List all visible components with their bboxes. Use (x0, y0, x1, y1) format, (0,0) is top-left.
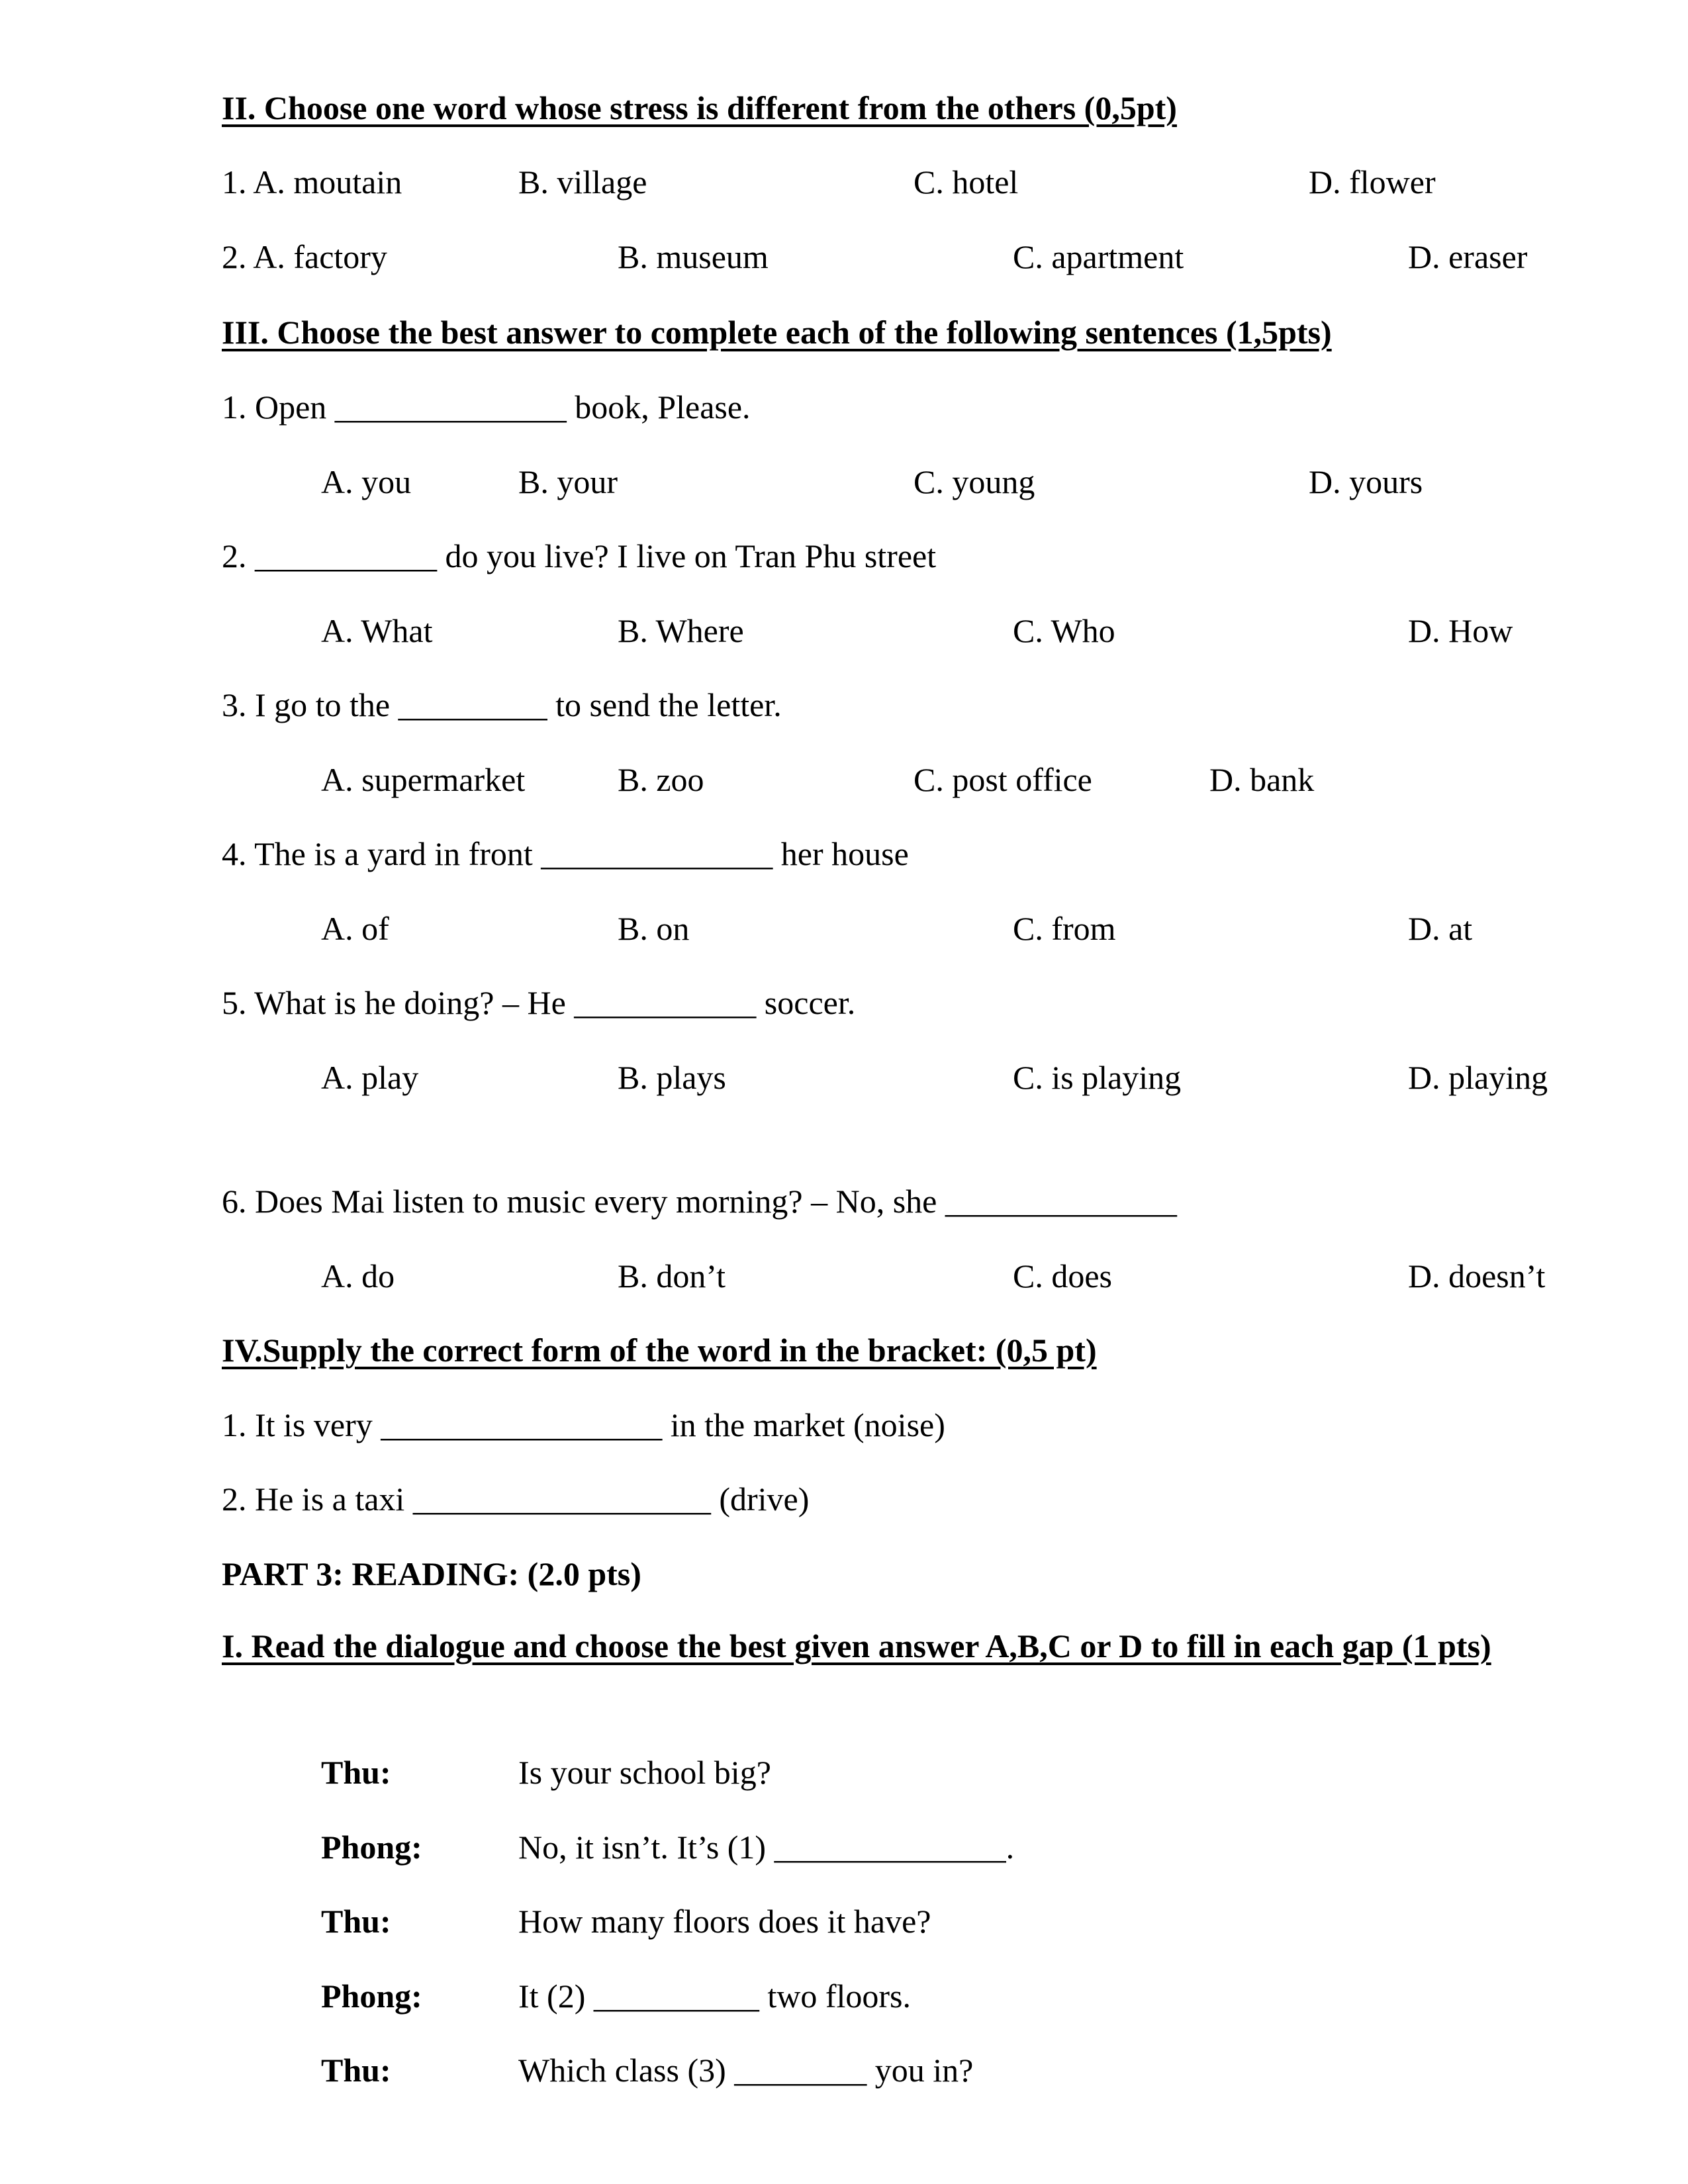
dialogue-speaker: Phong: (321, 1829, 422, 1866)
q3-1-option-a: A. you (321, 463, 412, 500)
q3-6-stem: 6. Does Mai listen to music every morning? – No, she ______________ (222, 1183, 1177, 1220)
q3-4-option-d: D. at (1408, 910, 1473, 947)
q3-4-stem: 4. The is a yard in front ______________ her house (222, 835, 909, 872)
q3-5-option-a: A. play (321, 1059, 419, 1096)
q3-1-stem: 1. Open ______________ book, Please. (222, 388, 751, 426)
dialogue-speaker: Phong: (321, 1978, 422, 2015)
part-3-title: PART 3: READING: (2.0 pts) (222, 1555, 641, 1592)
q3-3-option-d: D. bank (1209, 761, 1315, 798)
q2-1-option-c: C. hotel (914, 163, 1019, 201)
dialogue-line: How many floors does it have? (518, 1903, 931, 1940)
dialogue-speaker: Thu: (321, 1754, 391, 1791)
q3-1-option-d: D. yours (1309, 463, 1423, 500)
q2-1-option-d: D. flower (1309, 163, 1436, 201)
q3-5-stem: 5. What is he doing? – He ___________ soccer. (222, 984, 856, 1021)
dialogue-line: It (2) __________ two floors. (518, 1978, 911, 2015)
q2-1-option-b: B. village (518, 163, 647, 201)
q3-5-option-b: B. plays (618, 1059, 726, 1096)
q3-2-option-b: B. Where (618, 612, 744, 649)
q4-1: 1. It is very _________________ in the market (noise) (222, 1406, 945, 1443)
q3-3-stem: 3. I go to the _________ to send the letter. (222, 686, 782, 723)
q3-1-option-b: B. your (518, 463, 618, 500)
q3-6-option-d: D. doesn’t (1408, 1257, 1546, 1295)
q2-2-option-b: B. museum (618, 238, 769, 275)
q3-4-option-c: C. from (1013, 910, 1116, 947)
section-3-heading: III. Choose the best answer to complete each of the following sentences (1,5pts) (222, 314, 1332, 351)
q3-5-option-c: C. is playing (1013, 1059, 1182, 1096)
q3-3-option-b: B. zoo (618, 761, 704, 798)
q2-1-option-a: 1. A. moutain (222, 163, 402, 201)
dialogue-speaker: Thu: (321, 1903, 391, 1940)
section-4-heading: IV.Supply the correct form of the word in the bracket: (0,5 pt) (222, 1332, 1097, 1369)
q4-2: 2. He is a taxi __________________ (drive) (222, 1480, 810, 1518)
q3-3-option-a: A. supermarket (321, 761, 526, 798)
q2-2-option-c: C. apartment (1013, 238, 1184, 275)
q3-2-stem: 2. ___________ do you live? I live on Tran Phu street (222, 537, 937, 574)
dialogue-line: Which class (3) ________ you in? (518, 2052, 974, 2089)
q3-3-option-c: C. post office (914, 761, 1092, 798)
q3-6-option-c: C. does (1013, 1257, 1112, 1295)
q3-1-option-c: C. young (914, 463, 1035, 500)
q2-2-option-a: 2. A. factory (222, 238, 387, 275)
dialogue-speaker: Thu: (321, 2052, 391, 2089)
q3-4-option-b: B. on (618, 910, 690, 947)
q3-6-option-a: A. do (321, 1257, 395, 1295)
q3-4-option-a: A. of (321, 910, 389, 947)
q3-6-option-b: B. don’t (618, 1257, 726, 1295)
dialogue-line: No, it isn’t. It’s (1) ______________. (518, 1829, 1015, 1866)
q3-5-option-d: D. playing (1408, 1059, 1548, 1096)
q3-2-option-c: C. Who (1013, 612, 1115, 649)
dialogue-line: Is your school big? (518, 1754, 771, 1791)
q2-2-option-d: D. eraser (1408, 238, 1528, 275)
reading-heading: I. Read the dialogue and choose the best given answer A,B,C or D to fill in each gap (1 pts) (222, 1627, 1491, 1664)
q3-2-option-a: A. What (321, 612, 433, 649)
q3-2-option-d: D. How (1408, 612, 1513, 649)
section-2-heading: II. Choose one word whose stress is different from the others (0,5pt) (222, 89, 1177, 126)
